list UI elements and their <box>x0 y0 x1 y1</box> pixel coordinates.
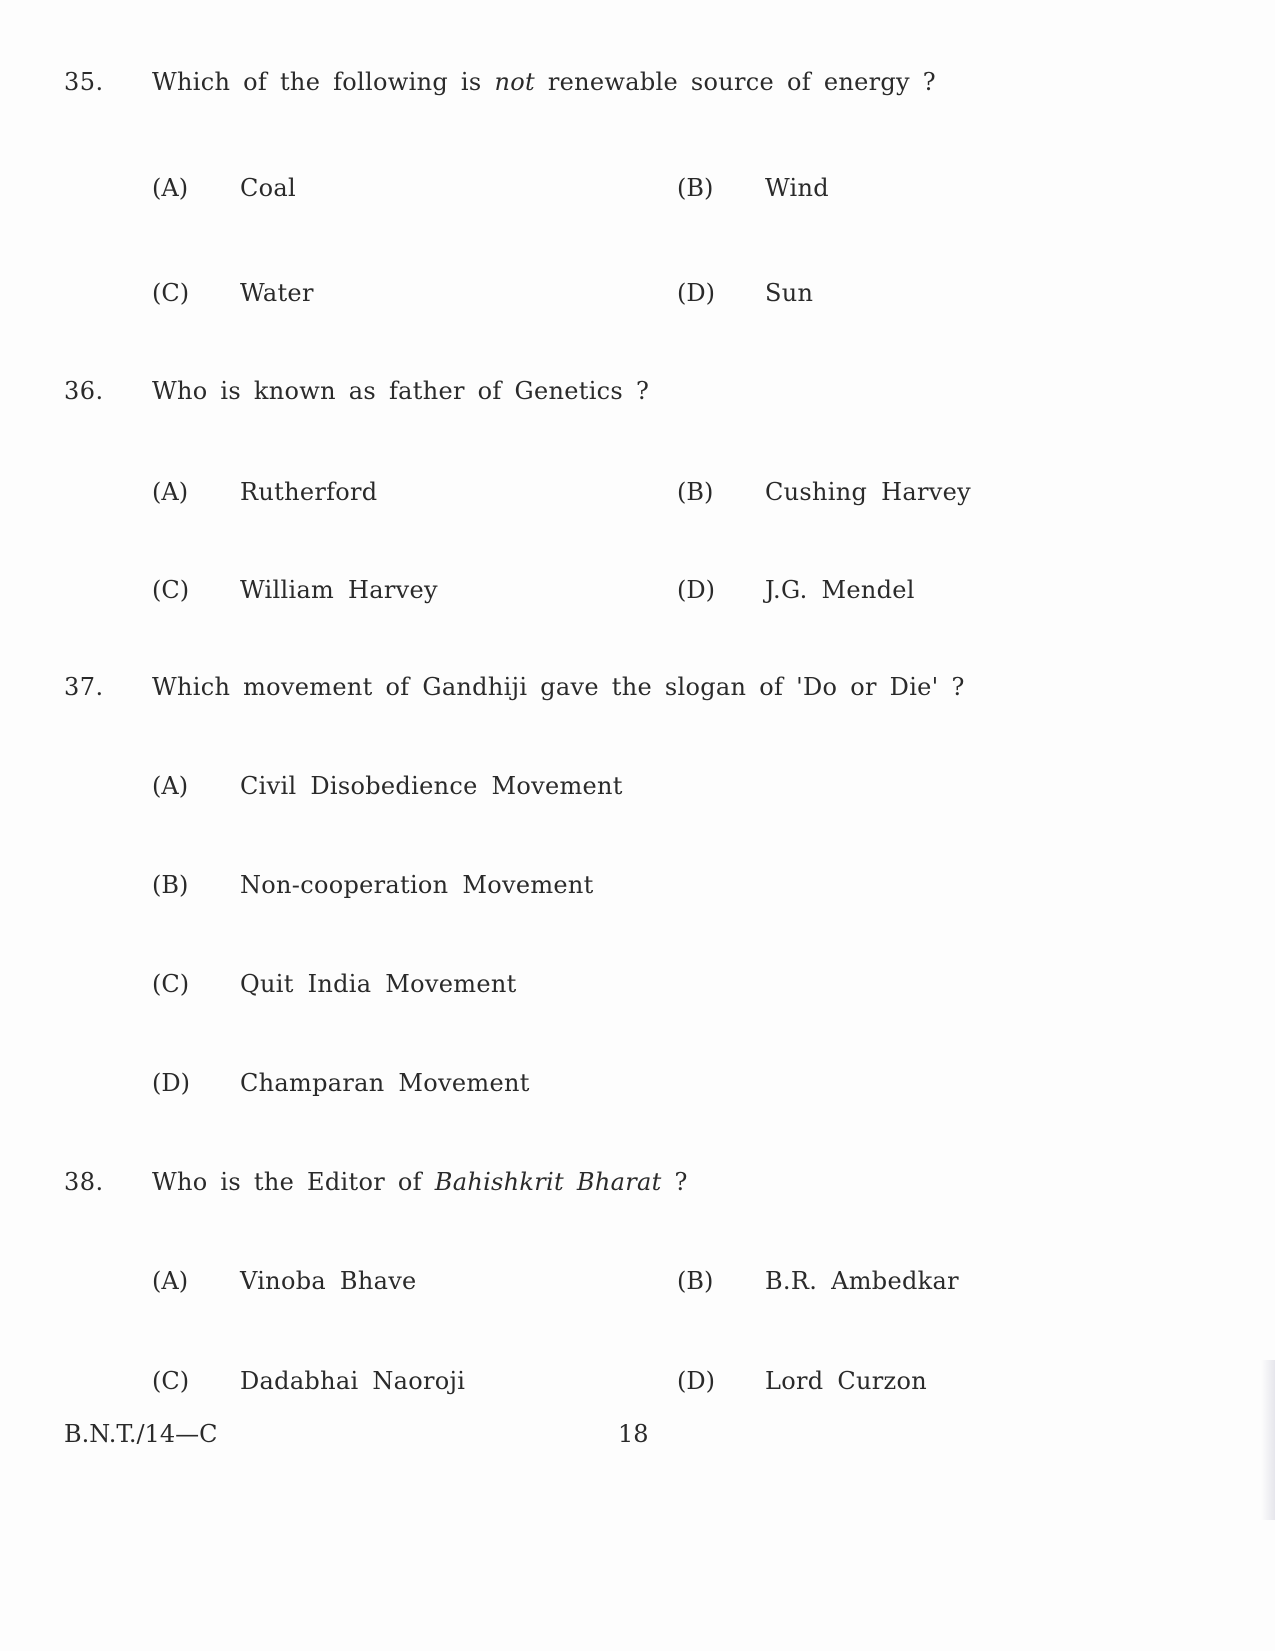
emphasis-text: Bahishkrit Bharat <box>434 1168 662 1196</box>
question-number: 38. <box>64 1168 104 1196</box>
option-text: Lord Curzon <box>765 1367 927 1395</box>
option-text: Vinoba Bhave <box>240 1267 417 1295</box>
page-number: 18 <box>618 1420 649 1448</box>
booklet-code: B.N.T./14—C <box>64 1420 218 1448</box>
option-label: (D) <box>677 576 715 604</box>
option-text: Rutherford <box>240 478 378 506</box>
question-text: Who is the Editor of Bahishkrit Bharat ? <box>152 1168 688 1196</box>
option-text: Water <box>240 279 314 307</box>
option-text: Dadabhai Naoroji <box>240 1367 466 1395</box>
question-text: Which of the following is not renewable source of energy ? <box>152 68 936 96</box>
question-text: Who is known as father of Genetics ? <box>152 377 650 405</box>
option-text: Non-cooperation Movement <box>240 871 594 899</box>
option-label: (A) <box>152 478 189 506</box>
option-label: (B) <box>677 1267 714 1295</box>
option-text: Quit India Movement <box>240 970 517 998</box>
question-number: 35. <box>64 68 104 96</box>
option-label: (D) <box>152 1069 190 1097</box>
option-label: (D) <box>677 279 715 307</box>
option-text: B.R. Ambedkar <box>765 1267 959 1295</box>
option-label: (C) <box>152 279 190 307</box>
question-number: 37. <box>64 673 104 701</box>
option-text: William Harvey <box>240 576 438 604</box>
option-label: (B) <box>677 174 714 202</box>
option-label: (C) <box>152 576 190 604</box>
option-label: (A) <box>152 1267 189 1295</box>
option-label: (A) <box>152 772 189 800</box>
option-text: Cushing Harvey <box>765 478 971 506</box>
question-text: Which movement of Gandhiji gave the slogan of 'Do or Die' ? <box>152 673 965 701</box>
emphasis-text: not <box>494 68 535 96</box>
option-label: (C) <box>152 1367 190 1395</box>
option-text: Civil Disobedience Movement <box>240 772 623 800</box>
option-text: Sun <box>765 279 814 307</box>
option-label: (B) <box>152 871 189 899</box>
scan-edge-shadow <box>1261 1360 1275 1520</box>
option-label: (D) <box>677 1367 715 1395</box>
option-text: Wind <box>765 174 829 202</box>
question-number: 36. <box>64 377 104 405</box>
option-label: (B) <box>677 478 714 506</box>
option-label: (A) <box>152 174 189 202</box>
option-text: Coal <box>240 174 296 202</box>
option-text: Champaran Movement <box>240 1069 530 1097</box>
option-text: J.G. Mendel <box>765 576 915 604</box>
option-label: (C) <box>152 970 190 998</box>
